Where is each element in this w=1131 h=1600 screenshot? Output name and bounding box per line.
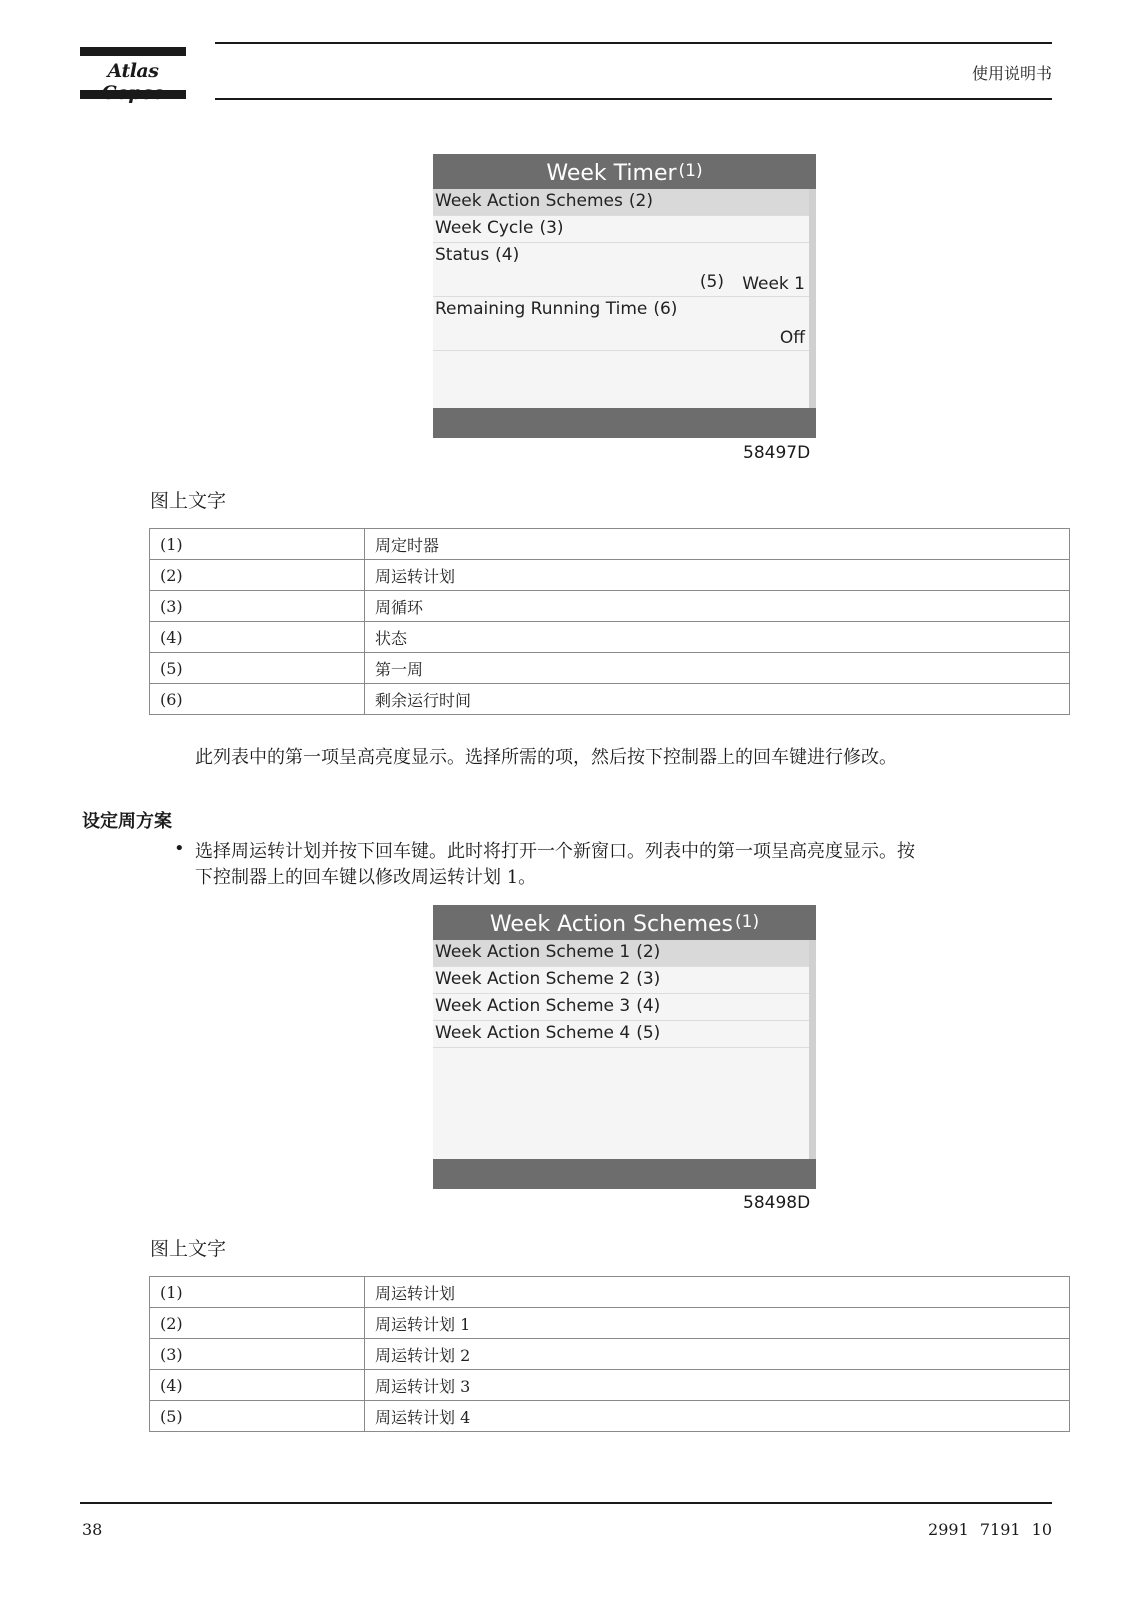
header-rule-bottom — [215, 98, 1052, 100]
legend-text: 周运转计划 — [365, 1277, 1070, 1308]
header-rule-top — [215, 42, 1052, 44]
figure-code: 58498D — [743, 1193, 811, 1213]
row-label: Week Action Scheme 4 — [435, 1023, 631, 1043]
week-timer-screen — [433, 154, 816, 438]
table-row — [150, 1401, 1070, 1432]
row-label: Week Action Schemes — [435, 191, 623, 211]
legend-key: (3) — [150, 1339, 365, 1370]
logo-bar-top — [80, 47, 186, 56]
legend-key: (5) — [150, 653, 365, 684]
row-label: Status — [435, 245, 490, 265]
legend-text: 周运转计划 2 — [365, 1339, 1070, 1370]
row-callout: (2) — [628, 191, 653, 211]
bullet-text-line-2: 下控制器上的回车键以修改周运转计划 1。 — [195, 867, 537, 888]
legend-key: (6) — [150, 684, 365, 715]
row-label: Week Action Scheme 1 — [435, 942, 631, 962]
row-value-callout: (5) — [699, 272, 724, 292]
atlas-copco-logo — [80, 47, 186, 99]
screen-title-callout: (1) — [678, 161, 703, 181]
table-row — [150, 622, 1070, 653]
legend-text: 第一周 — [365, 653, 1070, 684]
bullet-marker: • — [174, 838, 185, 859]
table-row — [150, 591, 1070, 622]
legend-key: (2) — [150, 1308, 365, 1339]
screen-title: Week Timer — [546, 161, 677, 186]
row-callout: (2) — [636, 942, 661, 962]
table-row — [150, 529, 1070, 560]
legend-key: (4) — [150, 1370, 365, 1401]
logo-text: Atlas — [107, 60, 159, 82]
table-row — [150, 1277, 1070, 1308]
menu-row-week-action-scheme-3[interactable] — [433, 994, 809, 1021]
screen-list — [433, 189, 809, 408]
row-callout: (5) — [636, 1023, 661, 1043]
row-label: Week Action Scheme 2 — [435, 969, 631, 989]
table-row — [150, 1370, 1070, 1401]
menu-row-week-action-scheme-1[interactable] — [433, 940, 809, 967]
scrollbar[interactable] — [809, 940, 816, 1159]
menu-row-week-cycle[interactable] — [433, 216, 809, 243]
table-row — [150, 653, 1070, 684]
legend-text: 周循环 — [365, 591, 1070, 622]
legend-text: 周运转计划 3 — [365, 1370, 1070, 1401]
screen-title: Week Action Schemes — [489, 912, 734, 937]
screen-title-callout: (1) — [735, 912, 760, 932]
figure-caption: 图上文字 — [150, 490, 227, 512]
row-callout: (3) — [539, 218, 564, 238]
legend-key: (2) — [150, 560, 365, 591]
menu-row-week-action-scheme-4[interactable] — [433, 1021, 809, 1048]
row-callout: (4) — [636, 996, 661, 1016]
figure-caption: 图上文字 — [150, 1238, 227, 1260]
footer-rule — [80, 1502, 1052, 1504]
menu-row-status[interactable] — [433, 243, 809, 297]
legend-text: 周运转计划 — [365, 560, 1070, 591]
table-row — [150, 1308, 1070, 1339]
figure-code: 58497D — [743, 443, 811, 463]
row-label: Remaining Running Time — [435, 299, 648, 319]
legend-text: 剩余运行时间 — [365, 684, 1070, 715]
body-paragraph: 此列表中的第一项呈高亮度显示。选择所需的项，然后按下控制器上的回车键进行修改。 — [195, 747, 897, 768]
table-row — [150, 1339, 1070, 1370]
table-row — [150, 560, 1070, 591]
screen-title-bar — [433, 154, 816, 189]
row-callout: (3) — [636, 969, 661, 989]
menu-row-remaining-running-time[interactable] — [433, 297, 809, 351]
document-title: 使用说明书 — [971, 64, 1052, 83]
legend-text: 状态 — [365, 622, 1070, 653]
legend-key: (3) — [150, 591, 365, 622]
menu-row-week-action-scheme-2[interactable] — [433, 967, 809, 994]
screen-footer-bar — [433, 408, 816, 438]
legend-key: (5) — [150, 1401, 365, 1432]
menu-row-week-action-schemes[interactable] — [433, 189, 809, 216]
screen-list — [433, 940, 809, 1159]
scrollbar[interactable] — [809, 189, 816, 408]
page-number: 38 — [82, 1520, 103, 1539]
legend-table — [149, 528, 1070, 715]
legend-table — [149, 1276, 1070, 1432]
row-value: Off — [779, 328, 805, 348]
legend-text: 周定时器 — [365, 529, 1070, 560]
bullet-text-line-1: 选择周运转计划并按下回车键。此时将打开一个新窗口。列表中的第一项呈高亮度显示。按 — [195, 841, 915, 862]
document-number: 2991 7191 10 — [928, 1520, 1052, 1539]
screen-footer-bar — [433, 1159, 816, 1189]
row-callout: (4) — [495, 245, 520, 265]
table-row — [150, 684, 1070, 715]
row-label: Week Action Scheme 3 — [435, 996, 631, 1016]
screen-title-bar — [433, 905, 816, 940]
row-callout: (6) — [653, 299, 678, 319]
section-heading: 设定周方案 — [82, 811, 172, 832]
week-action-schemes-screen — [433, 905, 816, 1189]
legend-key: (1) — [150, 529, 365, 560]
legend-text: 周运转计划 4 — [365, 1401, 1070, 1432]
row-value: Week 1 — [742, 274, 805, 294]
legend-key: (1) — [150, 1277, 365, 1308]
logo-bar-bottom — [80, 90, 186, 99]
legend-key: (4) — [150, 622, 365, 653]
legend-text: 周运转计划 1 — [365, 1308, 1070, 1339]
row-label: Week Cycle — [435, 218, 534, 238]
